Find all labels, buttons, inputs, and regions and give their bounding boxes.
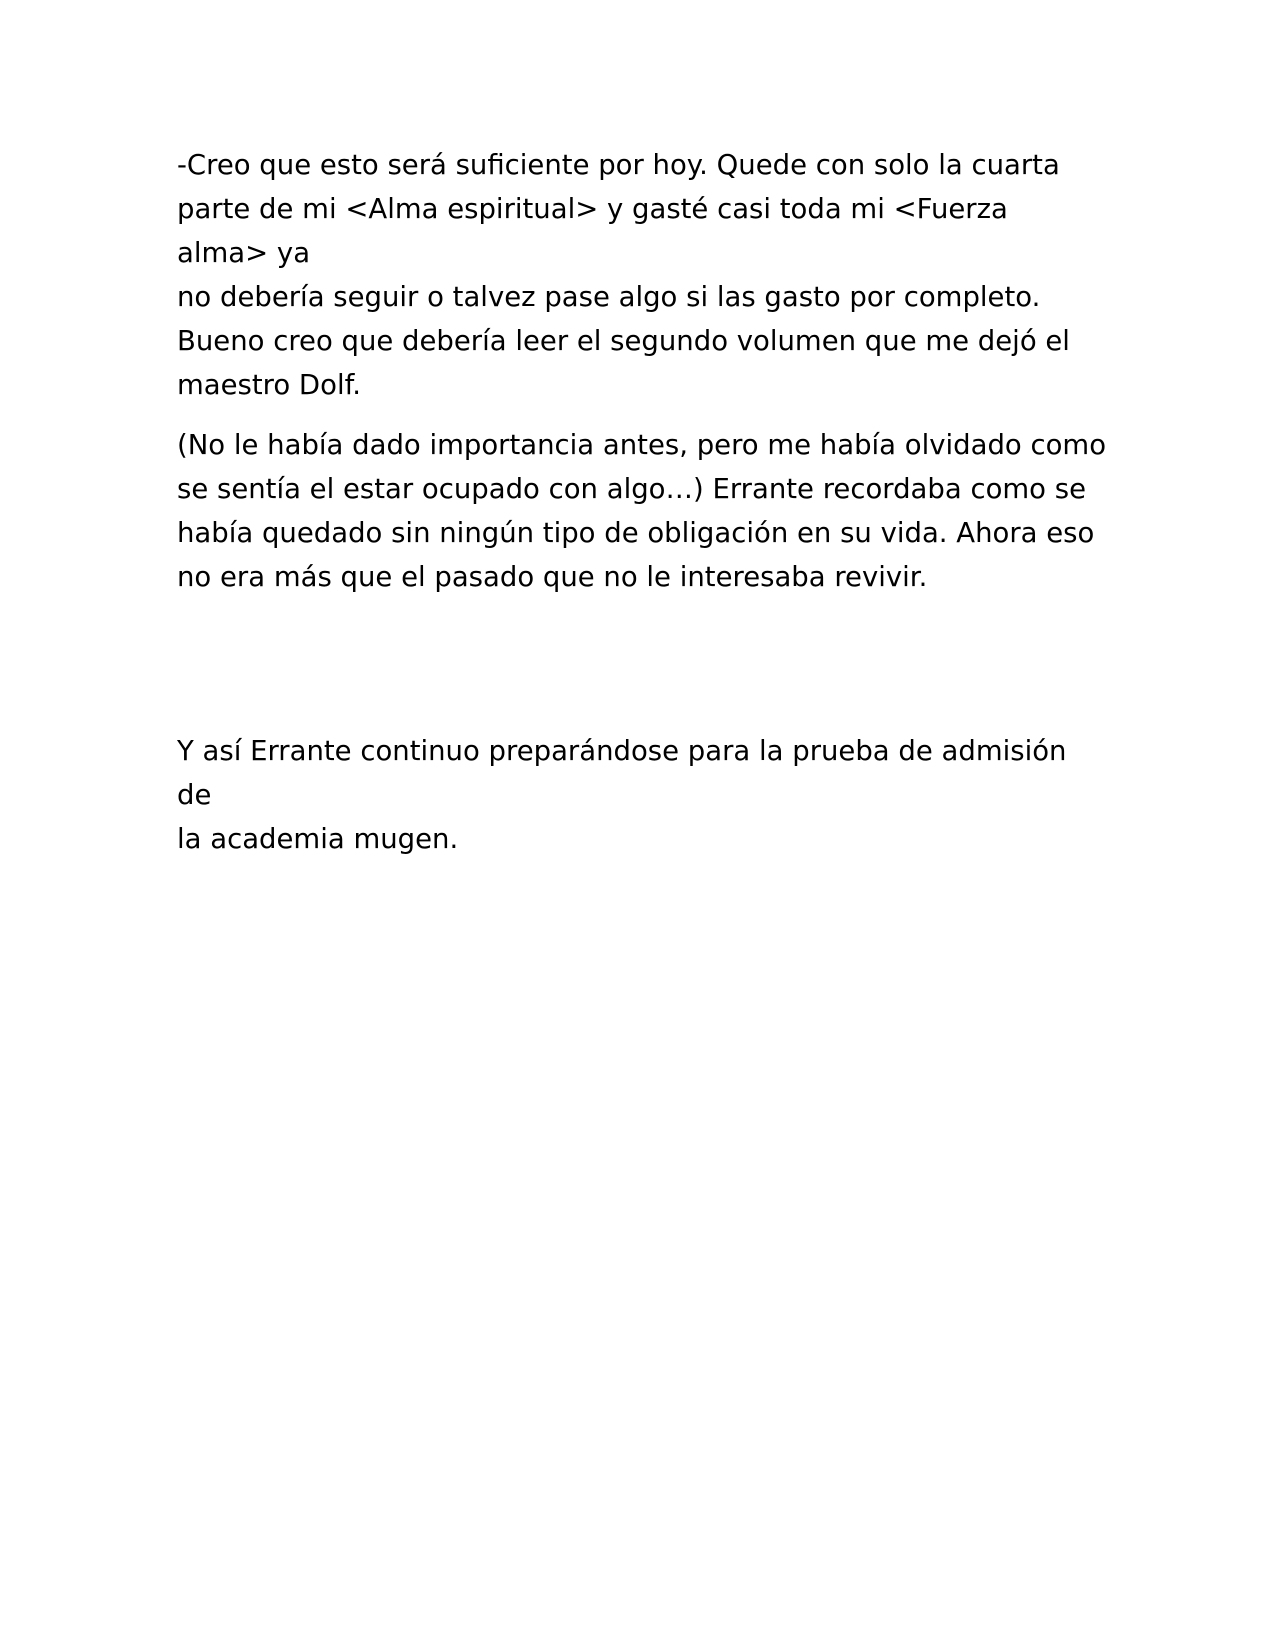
page-body [177,143,1107,877]
paragraph-1: -Creo que esto será suficiente por hoy. Quede con solo la cuarta parte de mi <Alma espiritual> y gasté casi toda mi <Fuerza alma> ya no debería seguir o talvez pase algo si las gasto por completo. Bueno creo que debería leer el segundo volumen que me dejó el maestro Dolf. [177,149,1070,401]
blank-space [177,615,1107,729]
paragraph-3: Y así Errante continuo preparándose para la prueba de admisión de la academia mugen. [177,735,1067,855]
paragraph-2: (No le había dado importancia antes, pero me había olvidado como se sentía el estar ocupado con algo…) Errante recordaba como se había quedado sin ningún tipo de obligación en su vida. Ahora eso no era más que el pasado que no le interesaba revivir. [177,429,1107,593]
